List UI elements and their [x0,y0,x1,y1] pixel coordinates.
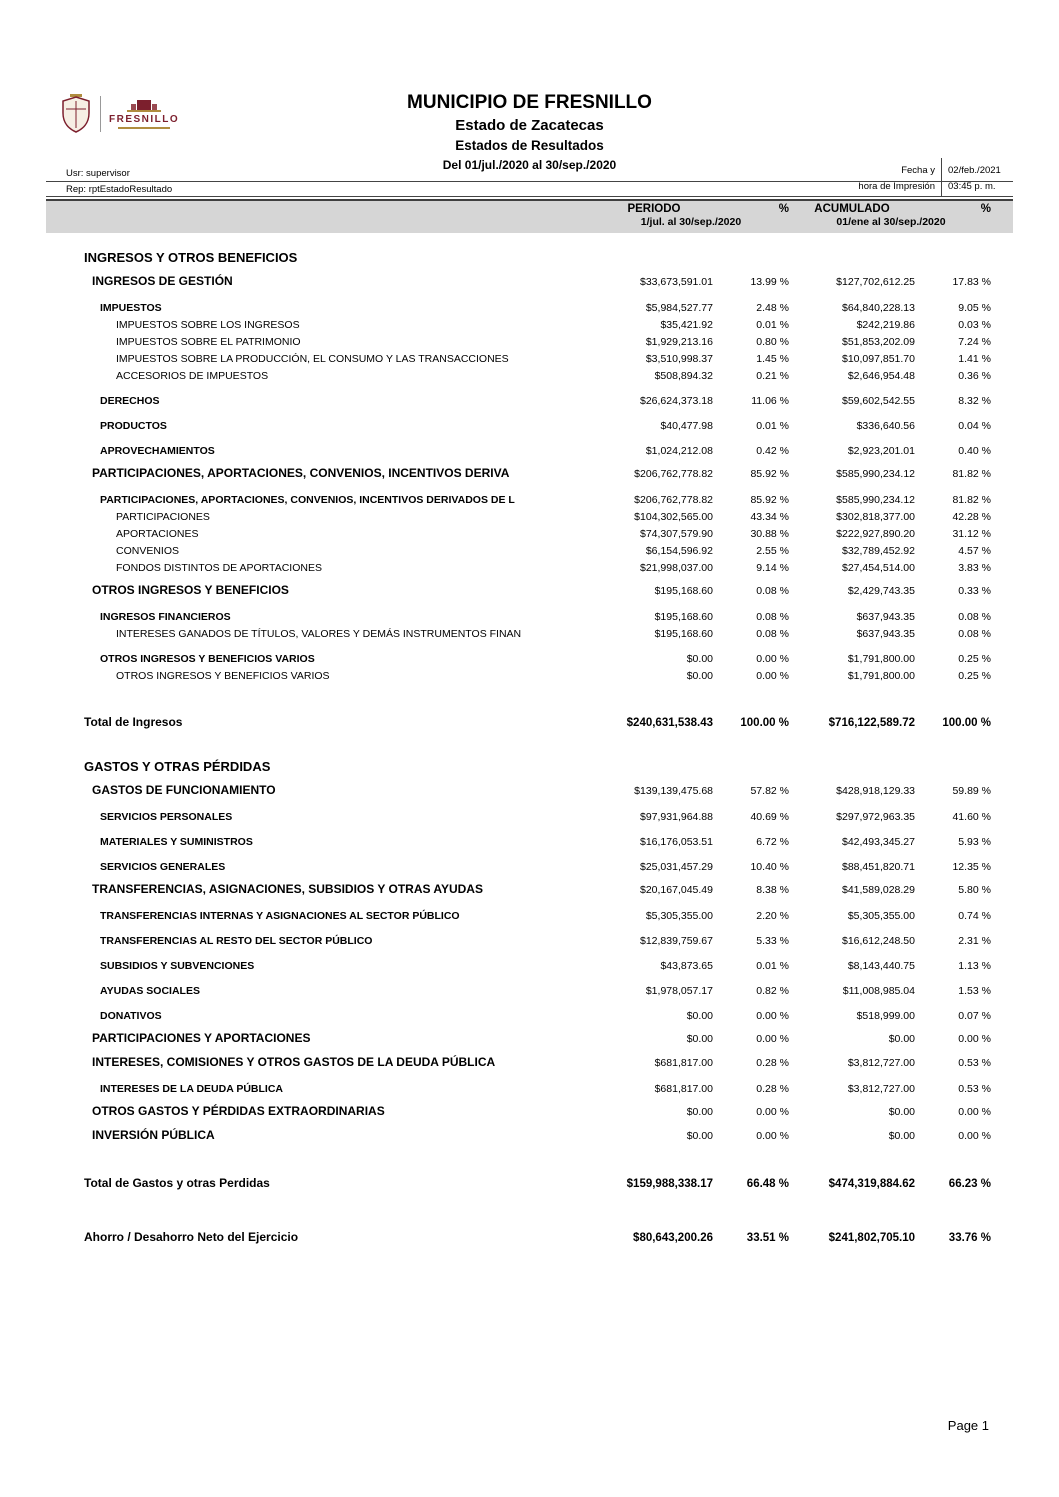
report-row [46,651,1013,668]
row-label: IMPUESTOS SOBRE EL PATRIMONIO [116,336,301,348]
row-label: OTROS INGRESOS Y BENEFICIOS VARIOS [100,653,315,665]
row-amount: $8,143,440.75 [847,960,915,972]
row-amount: $0.00 [888,1106,915,1118]
row-percent: 9.14 % [756,562,789,574]
row-label: INVERSIÓN PÚBLICA [92,1128,215,1142]
row-label: Total de Gastos y otras Perdidas [84,1176,270,1190]
row-percent: 66.48 % [746,1178,789,1190]
report-row [46,543,1013,560]
row-amount: $585,990,234.12 [836,494,915,506]
row-percent: 41.60 % [952,811,991,823]
acumulado-subheader: 01/ene al 30/sep./2020 [836,216,946,228]
row-amount: $16,612,248.50 [842,935,915,947]
row-percent: 1.13 % [958,960,991,972]
row-label: FONDOS DISTINTOS DE APORTACIONES [116,562,322,574]
header-rule-1 [46,181,1013,182]
report-row [46,1126,1013,1146]
row-amount: $1,791,800.00 [847,670,915,682]
row-percent: 0.01 % [756,319,789,331]
row-percent: 1.41 % [958,353,991,365]
row-percent: 0.00 % [756,1130,789,1142]
row-label: INGRESOS FINANCIEROS [100,611,231,623]
row-amount: $240,631,538.43 [626,717,713,729]
report-row [46,1228,1013,1248]
row-label: OTROS GASTOS Y PÉRDIDAS EXTRAORDINARIAS [92,1104,385,1118]
report-row [46,300,1013,317]
fresnillo-wordmark: FRESNILLO [109,114,180,125]
row-percent: 100.00 % [942,717,991,729]
row-amount: $33,673,591.01 [640,276,713,288]
row-amount: $3,510,998.37 [645,353,713,365]
row-amount: $41,589,028.29 [842,884,915,896]
row-percent: 0.53 % [958,1057,991,1069]
row-percent: 0.40 % [958,445,991,457]
report-state: Estado de Zacatecas [455,117,604,134]
page-number: Page 1 [947,1418,989,1433]
row-percent: 0.25 % [958,653,991,665]
row-label: DONATIVOS [100,1010,162,1022]
row-label: APORTACIONES [116,528,199,540]
row-amount: $1,791,800.00 [847,653,915,665]
row-percent: 85.92 % [750,494,789,506]
report-row [46,464,1013,484]
rep-line: Rep: rptEstadoResultado [66,184,173,195]
row-percent: 0.08 % [756,611,789,623]
report-row [46,272,1013,292]
row-amount: $681,817.00 [654,1083,713,1095]
row-label: PRODUCTOS [100,420,167,432]
title-block [0,92,1059,172]
row-amount: $20,167,045.49 [640,884,713,896]
report-row [46,1081,1013,1098]
row-percent: 0.08 % [958,628,991,640]
row-percent: 0.08 % [958,611,991,623]
row-percent: 0.08 % [756,585,789,597]
row-amount: $206,762,778.82 [634,494,713,506]
row-percent: 81.82 % [952,494,991,506]
report-row [46,809,1013,826]
report-row [46,443,1013,460]
row-label: OTROS INGRESOS Y BENEFICIOS VARIOS [116,670,330,682]
row-amount: $32,789,452.92 [842,545,915,557]
row-amount: $2,429,743.35 [847,585,915,597]
report-name: Estados de Resultados [455,138,604,153]
row-amount: $1,929,213.16 [645,336,713,348]
row-label: AYUDAS SOCIALES [100,985,200,997]
report-row [46,958,1013,975]
row-label: Ahorro / Desahorro Neto del Ejercicio [84,1230,299,1244]
header-rule-2 [46,196,1013,197]
report-row [46,713,1013,733]
column-subheader-row [46,216,1013,228]
row-amount: $195,168.60 [654,628,713,640]
row-label: INGRESOS Y OTROS BENEFICIOS [84,250,298,265]
row-percent: 3.83 % [958,562,991,574]
report-row [46,1102,1013,1122]
row-amount: $59,602,542.55 [842,395,915,407]
print-divider [941,158,942,196]
row-amount: $0.00 [686,1033,713,1045]
row-amount: $2,923,201.01 [847,445,915,457]
row-percent: 11.06 % [751,395,789,407]
row-percent: 7.24 % [958,336,991,348]
row-label: CONVENIOS [116,545,180,557]
row-amount: $0.00 [686,1130,713,1142]
row-percent: 5.33 % [756,935,789,947]
row-amount: $195,168.60 [654,585,713,597]
row-label: IMPUESTOS [100,302,162,314]
row-amount: $43,873.65 [660,960,713,972]
row-percent: 8.38 % [756,884,789,896]
row-percent: 0.33 % [958,585,991,597]
row-percent: 0.00 % [958,1106,991,1118]
row-percent: 0.21 % [756,370,789,382]
row-percent: 0.00 % [958,1130,991,1142]
row-amount: $16,176,053.51 [640,836,713,848]
row-amount: $1,978,057.17 [645,985,713,997]
report-row [46,317,1013,334]
row-amount: $159,988,338.17 [626,1178,713,1190]
row-amount: $1,024,212.08 [645,445,713,457]
row-amount: $12,839,759.67 [640,935,713,947]
report-row [46,526,1013,543]
user-line: Usr: supervisor [66,168,130,179]
row-percent: 0.01 % [756,960,789,972]
row-percent: 10.40 % [750,861,789,873]
report-row [46,609,1013,626]
row-amount: $0.00 [686,653,713,665]
report-row [46,859,1013,876]
row-amount: $11,008,985.04 [842,985,915,997]
row-amount: $127,702,612.25 [836,276,915,288]
report-row [46,492,1013,509]
row-label: SERVICIOS GENERALES [100,861,226,873]
row-amount: $716,122,589.72 [828,717,915,729]
row-amount: $637,943.35 [856,628,915,640]
row-label: SUBSIDIOS Y SUBVENCIONES [100,960,255,972]
print-time: 03:45 p. m. [948,181,996,192]
row-label: SERVICIOS PERSONALES [100,811,233,823]
report-row [46,368,1013,385]
row-percent: 31.12 % [952,528,991,540]
row-percent: 0.25 % [958,670,991,682]
row-amount: $474,319,884.62 [828,1178,915,1190]
row-label: GASTOS Y OTRAS PÉRDIDAS [84,759,271,774]
row-label: INGRESOS DE GESTIÓN [92,274,233,288]
row-amount: $0.00 [686,1106,713,1118]
row-percent: 0.00 % [756,1010,789,1022]
row-percent: 0.80 % [756,336,789,348]
row-label: APROVECHAMIENTOS [100,445,215,457]
row-amount: $428,918,129.33 [836,785,915,797]
row-percent: 17.83 % [952,276,991,288]
row-percent: 9.05 % [958,302,991,314]
report-row [46,626,1013,643]
row-label: GASTOS DE FUNCIONAMIENTO [92,783,276,797]
row-percent: 5.80 % [958,884,991,896]
row-percent: 40.69 % [750,811,789,823]
report-row [46,933,1013,950]
row-percent: 0.28 % [756,1057,789,1069]
row-amount: $0.00 [686,670,713,682]
row-label: INTERESES DE LA DEUDA PÚBLICA [100,1083,283,1095]
row-label: INTERESES, COMISIONES Y OTROS GASTOS DE LA DEUDA PÚBLICA [92,1055,496,1069]
row-percent: 0.00 % [756,670,789,682]
row-label: IMPUESTOS SOBRE LA PRODUCCIÓN, EL CONSUMO Y LAS TRANSACCIONES [116,353,509,365]
column-header-band [46,199,1013,233]
report-row [46,757,1013,777]
row-percent: 0.36 % [958,370,991,382]
row-percent: 0.00 % [756,1033,789,1045]
row-percent: 2.48 % [756,302,789,314]
row-percent: 0.04 % [958,420,991,432]
row-label: MATERIALES Y SUMINISTROS [100,836,253,848]
row-amount: $3,812,727.00 [847,1057,915,1069]
report-row [46,834,1013,851]
row-percent: 13.99 % [750,276,789,288]
row-amount: $241,802,705.10 [828,1232,915,1244]
row-amount: $5,984,527.77 [645,302,713,314]
report-row [46,1029,1013,1049]
row-percent: 57.82 % [750,785,789,797]
row-percent: 5.93 % [958,836,991,848]
row-label: PARTICIPACIONES, APORTACIONES, CONVENIOS, INCENTIVOS DERIVA [92,466,510,480]
row-label: DERECHOS [100,395,160,407]
report-row [46,393,1013,410]
row-label: TRANSFERENCIAS AL RESTO DEL SECTOR PÚBLICO [100,935,373,947]
report-row [46,418,1013,435]
row-percent: 0.28 % [756,1083,789,1095]
row-label: IMPUESTOS SOBRE LOS INGRESOS [116,319,300,331]
row-percent: 0.08 % [756,628,789,640]
row-amount: $42,493,345.27 [842,836,915,848]
row-amount: $88,451,820.71 [842,861,915,873]
row-percent: 0.01 % [756,420,789,432]
row-percent: 0.00 % [756,1106,789,1118]
row-amount: $518,999.00 [856,1010,915,1022]
row-percent: 42.28 % [952,511,991,523]
report-row [46,908,1013,925]
acumulado-percent-header: % [980,203,991,215]
row-percent: 2.20 % [756,910,789,922]
row-percent: 33.51 % [746,1232,789,1244]
report-row [46,1053,1013,1073]
row-amount: $585,990,234.12 [836,468,915,480]
row-percent: 0.00 % [958,1033,991,1045]
row-amount: $681,817.00 [654,1057,713,1069]
row-amount: $74,307,579.90 [640,528,713,540]
row-percent: 81.82 % [952,468,991,480]
report-row [46,983,1013,1000]
row-percent: 1.53 % [958,985,991,997]
row-amount: $64,840,228.13 [842,302,915,314]
row-label: PARTICIPACIONES, APORTACIONES, CONVENIOS, INCENTIVOS DERIVADOS DE L [100,494,515,506]
row-percent: 59.89 % [952,785,991,797]
row-percent: 1.45 % [756,353,789,365]
row-label: TRANSFERENCIAS INTERNAS Y ASIGNACIONES AL SECTOR PÚBLICO [100,910,460,922]
report-row [46,334,1013,351]
row-percent: 33.76 % [948,1232,991,1244]
row-percent: 100.00 % [740,717,789,729]
row-percent: 0.53 % [958,1083,991,1095]
print-label-line1: Fecha y [901,165,935,176]
row-amount: $51,853,202.09 [842,336,915,348]
row-amount: $242,219.86 [856,319,915,331]
row-amount: $508,894.32 [654,370,713,382]
row-amount: $139,139,475.68 [634,785,713,797]
row-amount: $222,927,890.20 [836,528,915,540]
row-percent: 6.72 % [756,836,789,848]
row-amount: $336,640.56 [856,420,915,432]
periodo-percent-header: % [778,203,789,215]
row-amount: $6,154,596.92 [645,545,713,557]
row-label: PARTICIPACIONES Y APORTACIONES [92,1031,311,1045]
row-percent: 0.42 % [756,445,789,457]
row-label: Total de Ingresos [84,715,183,729]
row-amount: $195,168.60 [654,611,713,623]
row-amount: $97,931,964.88 [640,811,713,823]
column-header-row [46,203,1013,215]
row-amount: $3,812,727.00 [847,1083,915,1095]
row-label: OTROS INGRESOS Y BENEFICIOS [92,583,289,597]
row-percent: 2.55 % [756,545,789,557]
row-label: INTERESES GANADOS DE TÍTULOS, VALORES Y DEMÁS INSTRUMENTOS FINAN [116,628,522,640]
acumulado-column-header: ACUMULADO [814,203,890,215]
row-amount: $35,421.92 [660,319,713,331]
report-row [46,509,1013,526]
row-percent: 0.03 % [958,319,991,331]
row-percent: 8.32 % [958,395,991,407]
row-amount: $206,762,778.82 [634,468,713,480]
report-row [46,560,1013,577]
report-row [46,248,1013,268]
report-row [46,581,1013,601]
row-amount: $104,302,565.00 [634,511,713,523]
row-amount: $0.00 [888,1130,915,1142]
row-amount: $0.00 [888,1033,915,1045]
report-row [46,1174,1013,1194]
row-amount: $40,477.98 [660,420,713,432]
row-percent: 4.57 % [958,545,991,557]
row-percent: 66.23 % [948,1178,991,1190]
row-percent: 85.92 % [750,468,789,480]
row-amount: $297,972,963.35 [836,811,915,823]
row-percent: 12.35 % [952,861,991,873]
row-amount: $26,624,373.18 [640,395,713,407]
row-amount: $2,646,954.48 [847,370,915,382]
report-row [46,351,1013,368]
row-percent: 30.88 % [750,528,789,540]
row-percent: 0.74 % [958,910,991,922]
row-amount: $5,305,355.00 [645,910,713,922]
print-label-line2: hora de Impresión [858,181,935,192]
row-amount: $80,643,200.26 [633,1232,713,1244]
row-amount: $25,031,457.29 [640,861,713,873]
row-amount: $302,818,377.00 [836,511,915,523]
periodo-subheader: 1/jul. al 30/sep./2020 [640,216,742,228]
periodo-column-header: PERIODO [627,203,681,215]
row-label: TRANSFERENCIAS, ASIGNACIONES, SUBSIDIOS Y OTRAS AYUDAS [92,882,483,896]
row-label: PARTICIPACIONES [116,511,210,523]
row-amount: $27,454,514.00 [842,562,915,574]
row-amount: $0.00 [686,1010,713,1022]
row-percent: 0.82 % [756,985,789,997]
row-amount: $5,305,355.00 [847,910,915,922]
report-row [46,781,1013,801]
report-title: MUNICIPIO DE FRESNILLO [407,92,652,113]
report-row [46,1008,1013,1025]
row-percent: 2.31 % [958,935,991,947]
row-amount: $10,097,851.70 [842,353,915,365]
report-rows [46,248,1013,1248]
row-amount: $21,998,037.00 [640,562,713,574]
row-percent: 43.34 % [750,511,789,523]
row-percent: 0.00 % [756,653,789,665]
report-row [46,668,1013,685]
row-label: ACCESORIOS DE IMPUESTOS [116,370,269,382]
row-percent: 0.07 % [958,1010,991,1022]
report-period: Del 01/jul./2020 al 30/sep./2020 [442,158,617,172]
print-date: 02/feb./2021 [948,165,1001,176]
row-amount: $637,943.35 [856,611,915,623]
report-row [46,880,1013,900]
